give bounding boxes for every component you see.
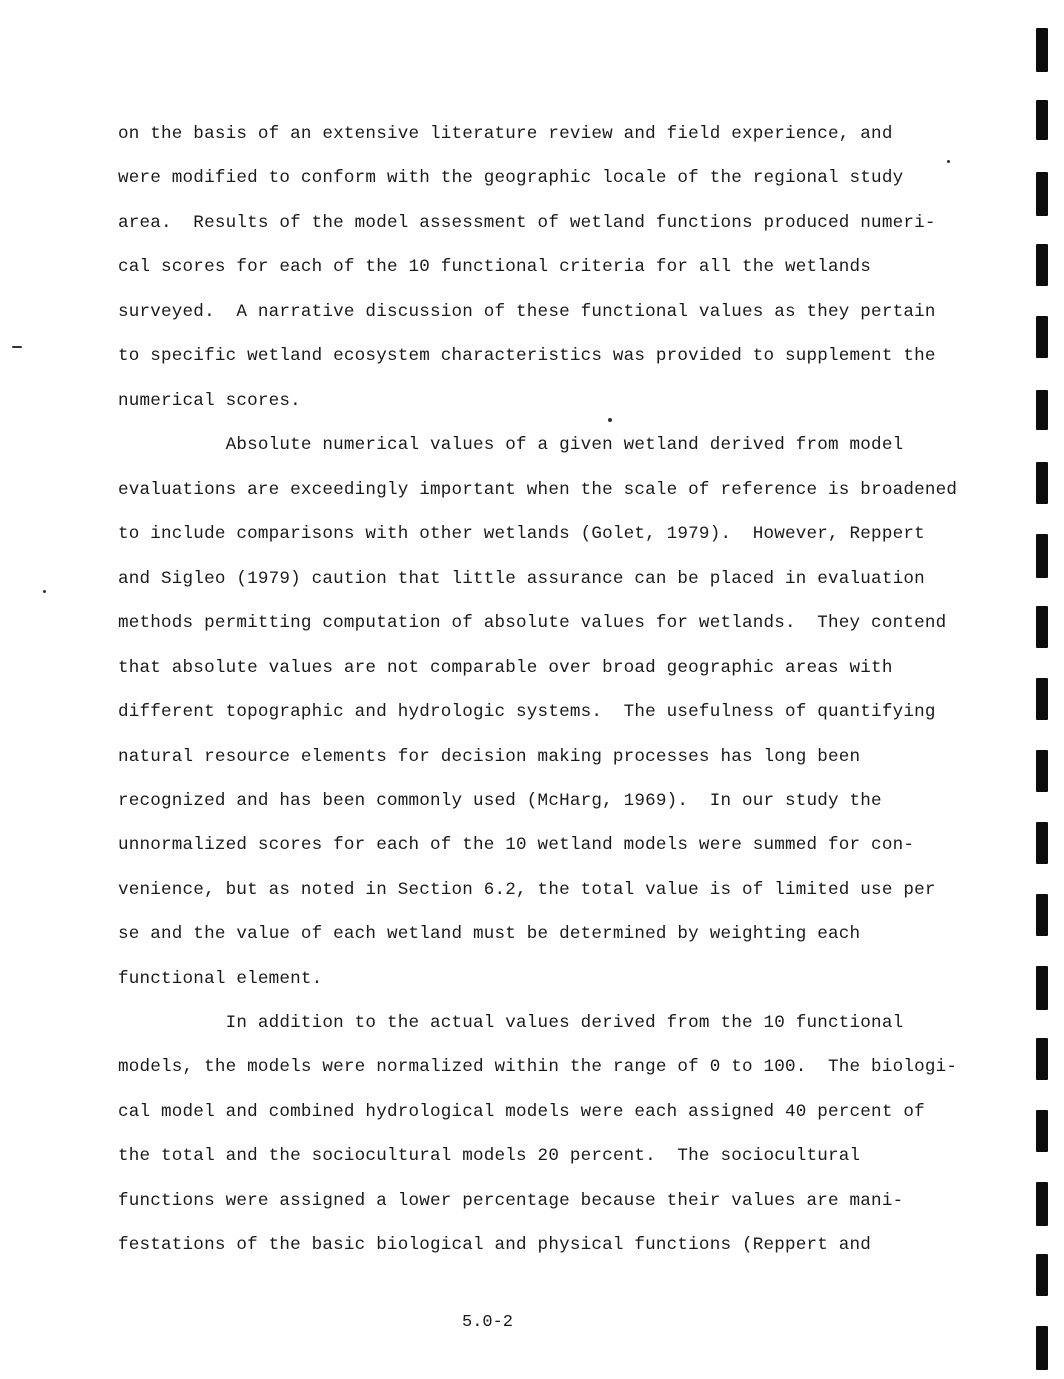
text-line-12: methods permitting computation of absolute values for wetlands. They contend	[118, 613, 947, 633]
text-line-1: on the basis of an extensive literature review and field experience, and	[118, 124, 893, 144]
text-line-26: festations of the basic biological and physical functions (Reppert and	[118, 1235, 872, 1255]
text-line-5: surveyed. A narrative discussion of these functional values as they pertain	[118, 302, 936, 322]
text-line-4: cal scores for each of the 10 functional criteria for all the wetlands	[118, 257, 872, 277]
text-line-16: recognized and has been commonly used (McHarg, 1969). In our study the	[118, 791, 882, 811]
text-line-13: that absolute values are not comparable over broad geographic areas with	[118, 658, 893, 678]
text-line-24: the total and the sociocultural models 20 percent. The sociocultural	[118, 1146, 861, 1166]
text-line-2: were modified to conform with the geographic locale of the regional study	[118, 168, 904, 188]
text-line-18: venience, but as noted in Section 6.2, the total value is of limited use per	[118, 880, 936, 900]
text-line-6: to specific wetland ecosystem characteristics was provided to supplement the	[118, 346, 936, 366]
text-line-17: unnormalized scores for each of the 10 wetland models were summed for con-	[118, 835, 915, 855]
text-line-7: numerical scores.	[118, 391, 301, 411]
text-line-8: Absolute numerical values of a given wetland derived from model	[118, 435, 904, 455]
text-line-21: In addition to the actual values derived from the 10 functional	[118, 1013, 904, 1033]
text-line-22: models, the models were normalized within the range of 0 to 100. The biologi-	[118, 1057, 958, 1077]
text-line-25: functions were assigned a lower percentage because their values are mani-	[118, 1191, 904, 1211]
text-line-20: functional element.	[118, 969, 323, 989]
text-line-3: area. Results of the model assessment of wetland functions produced numeri-	[118, 213, 936, 233]
text-line-14: different topographic and hydrologic systems. The usefulness of quantifying	[118, 702, 936, 722]
text-line-11: and Sigleo (1979) caution that little assurance can be placed in evaluation	[118, 569, 925, 589]
text-line-23: cal model and combined hydrological models were each assigned 40 percent of	[118, 1102, 925, 1122]
text-line-19: se and the value of each wetland must be determined by weighting each	[118, 924, 861, 944]
page-number: 5.0-2	[462, 1313, 514, 1332]
text-line-15: natural resource elements for decision making processes has long been	[118, 747, 861, 767]
text-line-10: to include comparisons with other wetlands (Golet, 1979). However, Reppert	[118, 524, 925, 544]
text-line-9: evaluations are exceedingly important when the scale of reference is broadened	[118, 480, 958, 500]
